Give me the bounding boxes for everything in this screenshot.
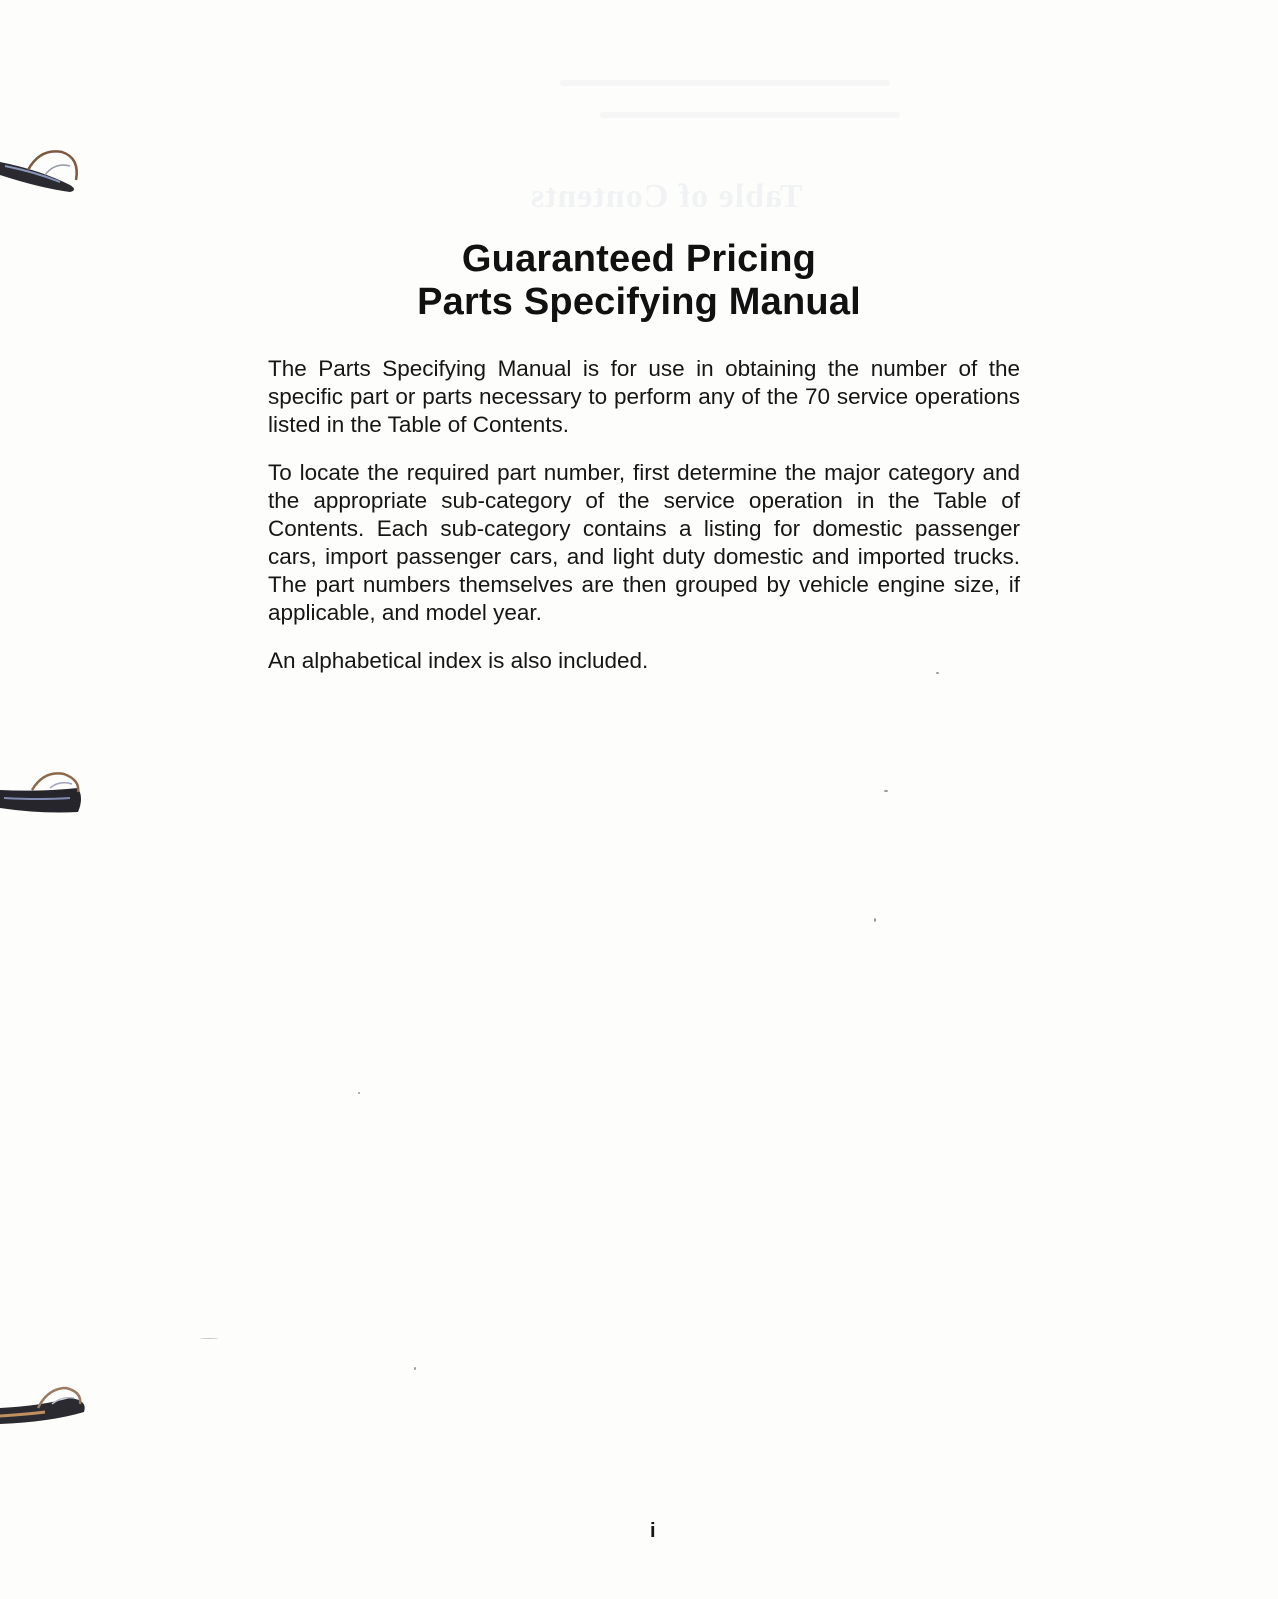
body-text <box>268 355 1020 695</box>
binder-ring-icon <box>0 140 90 200</box>
binder-ring-icon <box>0 768 90 828</box>
page-title <box>0 238 1278 324</box>
title-line-1: Guaranteed Pricing <box>461 238 817 280</box>
paragraph-index-note: An alphabetical index is also included. <box>268 648 649 673</box>
paragraph-intro: The Parts Specifying Manual is for use in obtaining the number of the specific part or parts necessary to perform any of the 70 service operations listed in the Table of Contents. <box>268 356 1020 437</box>
scan-speck <box>874 918 876 922</box>
page-number: i <box>650 1520 656 1542</box>
paragraph-instructions: To locate the required part number, first determine the major category and the appropriate sub-category of the service operation in the Table of Contents. Each sub-category contains a listing for domestic passenger cars, import passenger cars, and light duty domestic and imported trucks. The part numbers themselves are then grouped by vehicle engine size, if applicable, and model year. <box>268 460 1020 625</box>
scan-speck <box>200 1338 218 1339</box>
ghost-heading: Table of Contents <box>530 178 803 215</box>
ghost-line <box>560 80 890 86</box>
ghost-line <box>600 112 900 118</box>
binder-ring-icon <box>0 1378 90 1438</box>
scan-speck <box>358 1092 360 1094</box>
scan-speck <box>884 790 888 792</box>
title-line-2: Parts Specifying Manual <box>417 281 861 323</box>
scan-speck <box>414 1367 416 1370</box>
scan-speck <box>936 672 939 674</box>
